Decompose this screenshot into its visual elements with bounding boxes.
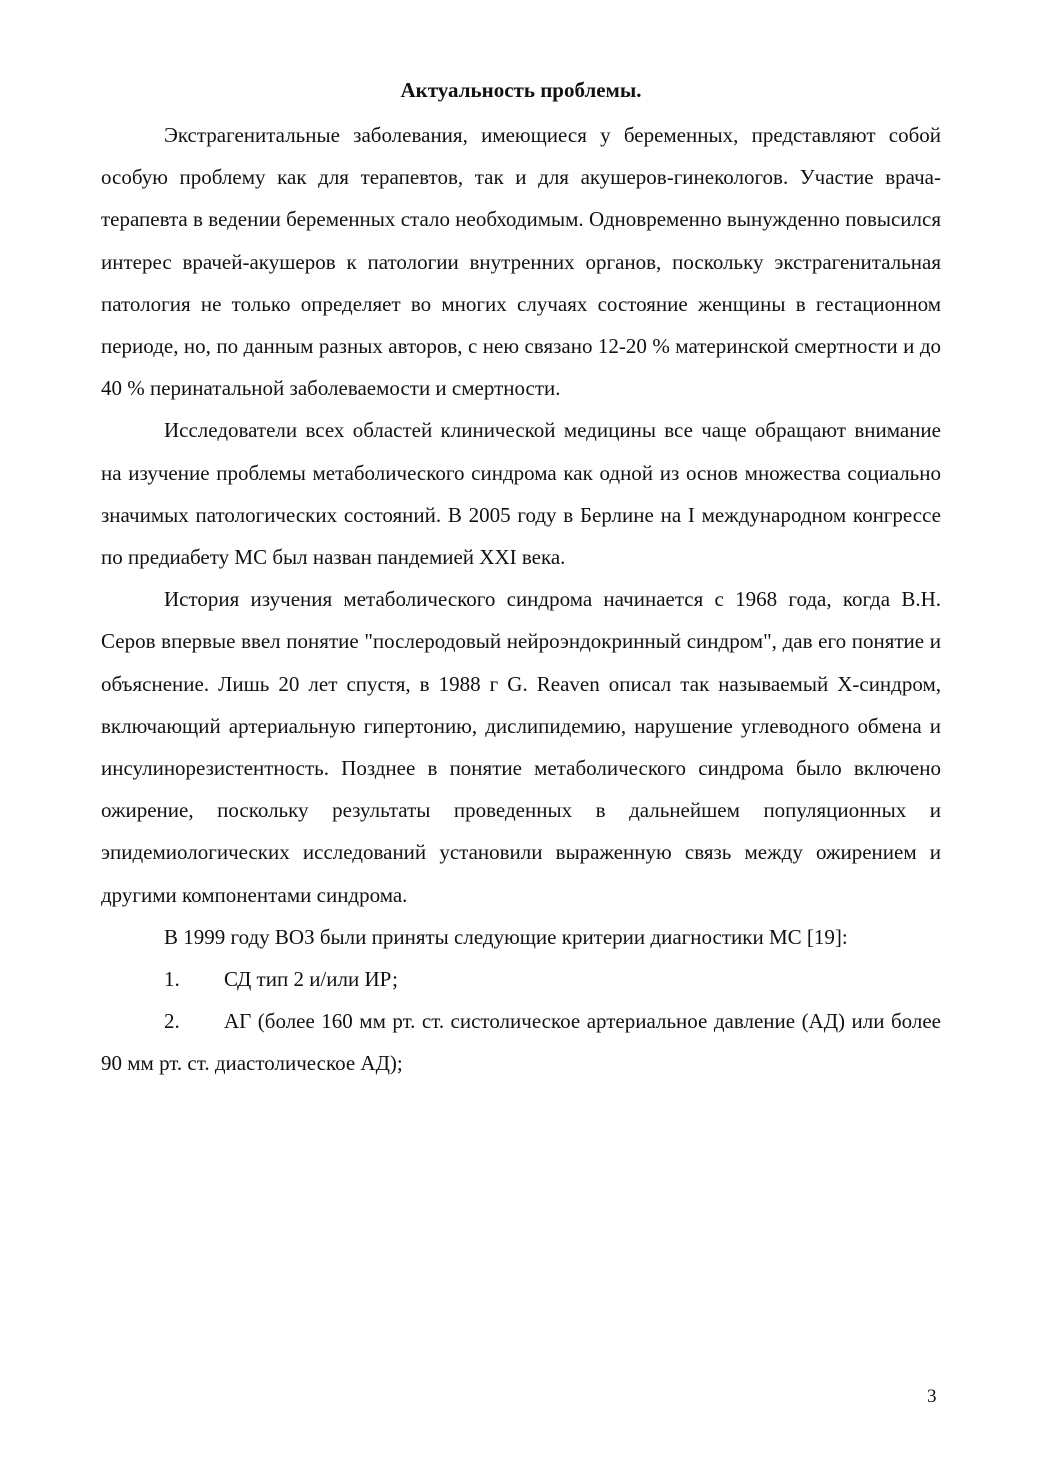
document-page bbox=[101, 70, 941, 1085]
list-item bbox=[101, 1000, 941, 1084]
paragraph-intro: Экстрагенитальные заболевания, имеющиеся у беременных, представляют собой особую проблему как для терапевтов, так и для акушеров-гинекологов. Участие врача-терапевта в ведении беременных стало необходимым. Одновременно вынужденно повысился интерес врачей-акушеров к патологии внутренних органов, поскольку экстрагенитальная патология не только определяет во многих случаях состояние женщины в гестационном периоде, но, по данным разных авторов, с нею связано 12-20 % материнской смертности и до 40 % перинатальной заболеваемости и смертности. bbox=[101, 123, 941, 401]
paragraph-research: Исследователи всех областей клинической медицины все чаще обращают внимание на изучение проблемы метаболического синдрома как одной из основ множества социально значимых патологических состояний. В 2005 году в Берлине на I международном конгрессе по предиабету МС был назван пандемией XXI века. bbox=[101, 418, 941, 570]
list-item-number: 2. bbox=[164, 1009, 180, 1034]
list-item-text: СД тип 2 и/или ИР; bbox=[224, 967, 398, 992]
list-item bbox=[101, 958, 941, 1000]
paragraph-history: История изучения метаболического синдрома начинается с 1968 года, когда В.Н. Серов впервые ввел понятие "послеродовый нейроэндокринный синдром", дав его понятие и объяснение. Лишь 20 лет спустя, в 1988 г G. Reaven описал так называемый Х-синдром, включающий артериальную гипертонию, дислипидемию, нарушение углеводного обмена и инсулинорезистентность. Позднее в понятие метаболического синдрома было включено ожирение, поскольку результаты проведенных в дальнейшем популяционных и эпидемиологических исследований установили выраженную связь между ожирением и другими компонентами синдрома. bbox=[101, 587, 941, 907]
list-item-number: 1. bbox=[164, 967, 180, 992]
list-item-text: АГ (более 160 мм рт. ст. систолическое артериальное давление (АД) или более 90 мм рт. ст. диастолическое АД); bbox=[101, 1009, 941, 1076]
page-number: 3 bbox=[927, 1386, 937, 1407]
section-title: Актуальность проблемы. bbox=[400, 78, 642, 102]
paragraph-criteria: В 1999 году ВОЗ были приняты следующие критерии диагностики МС [19]: bbox=[164, 924, 848, 949]
